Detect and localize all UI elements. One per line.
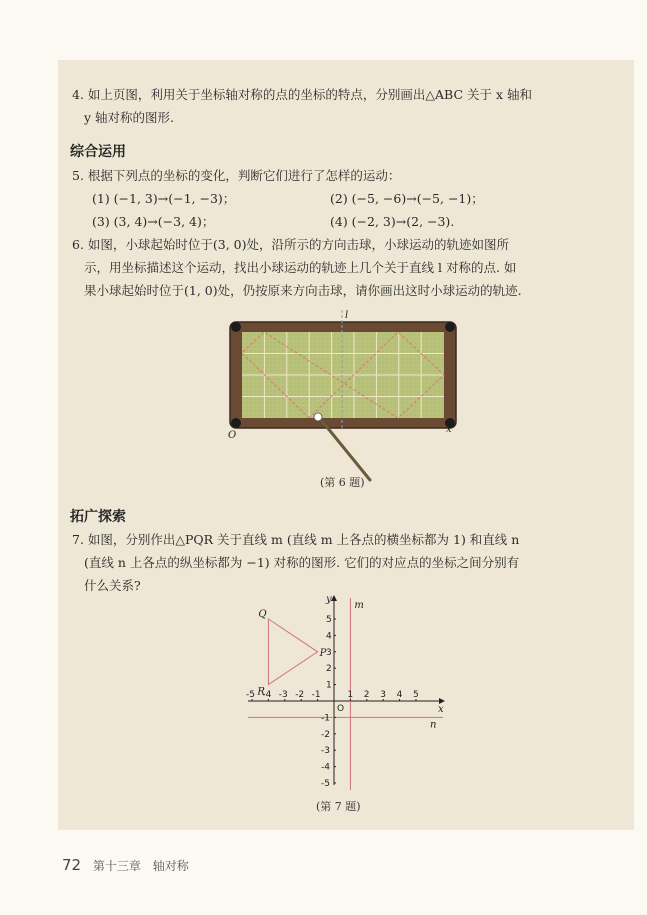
section-title-comprehensive: 综合运用 — [70, 144, 126, 160]
y-tick-label: 4 — [326, 631, 332, 642]
figure-7-caption: (第 7 题) — [316, 800, 361, 813]
figure-6-caption: (第 6 题) — [320, 476, 365, 489]
problem-7-line-1: 7. 如图，分别作出△PQR 关于直线 m (直线 m 上各点的横坐标都为 1) 和直线 n — [72, 532, 520, 547]
problem-6-line-1: 6. 如图，小球起始时位于(3, 0)处，沿所示的方向击球，小球运动的轨迹如图所 — [72, 237, 510, 252]
problem-5-item-3: (3) (3, 4)→(−3, 4)； — [92, 214, 215, 229]
problem-5-item-1: (1) (−1, 3)→(−1, −3)； — [92, 191, 236, 206]
y-tick-label: 3 — [326, 647, 332, 658]
line-n-label: n — [430, 719, 437, 731]
x-tick-label: -1 — [311, 690, 321, 700]
cue-stick — [322, 421, 370, 480]
vertex-r-label: R — [257, 686, 265, 698]
page-footer — [62, 856, 189, 874]
ball — [314, 413, 322, 421]
x-tick-label: -2 — [295, 690, 305, 700]
x-tick-label: 4 — [396, 690, 403, 700]
y-tick-label: -3 — [321, 746, 330, 757]
chapter-title: 轴对称 — [152, 859, 189, 873]
problem-7-line-2: (直线 n 上各点的纵坐标都为 −1) 对称的图形. 它们的对应点的坐标之间分别有 — [84, 555, 520, 570]
x-tick-label: 1 — [347, 690, 354, 700]
y-axis-label: y — [326, 594, 332, 605]
section-title-extension: 拓广探索 — [70, 509, 126, 525]
triangle-pqr — [268, 619, 317, 685]
chapter-number: 第十三章 — [92, 859, 141, 873]
x-axis-label: x — [438, 704, 444, 715]
x-tick-label: 3 — [380, 690, 386, 700]
origin-label: O — [337, 704, 345, 714]
problem-6-line-2: 示，用坐标描述这个运动，找出小球运动的轨迹上几个关于直线 l 对称的点. 如 — [84, 260, 517, 275]
problem-4-line-1: 4. 如上页图，利用关于坐标轴对称的点的坐标的特点，分别画出△ABC 关于 x 轴和 — [72, 87, 532, 102]
x-tick-label: 5 — [413, 690, 419, 700]
y-tick-label: 2 — [326, 664, 332, 675]
x-tick-label: -5 — [246, 690, 255, 700]
problem-4-line-2: y 轴对称的图形. — [84, 110, 175, 125]
y-tick-label: -1 — [321, 713, 330, 724]
vertex-p-label: P — [319, 647, 327, 659]
y-tick-label: -4 — [321, 762, 330, 773]
problem-7-graph — [240, 590, 460, 800]
problem-5-item-4: (4) (−2, 3)→(2, −3). — [330, 214, 455, 229]
y-tick-label: -5 — [321, 779, 330, 789]
problem-6-line-3: 果小球起始时位于(1, 0)处，仍按原来方向击球，请你画出这时小球运动的轨迹. — [84, 283, 522, 298]
y-axis-arrow — [331, 595, 337, 601]
y-tick-label: 1 — [326, 680, 332, 691]
origin-label: O — [228, 430, 237, 441]
problem-5-intro: 5. 根据下列点的坐标的变化，判断它们进行了怎样的运动： — [72, 168, 401, 183]
x-tick-label: -4 — [262, 690, 272, 700]
vertex-q-label: Q — [258, 609, 267, 620]
x-tick-label: -3 — [278, 690, 288, 700]
y-tick-label: 5 — [326, 615, 332, 625]
page-number: 72 — [62, 856, 82, 874]
x-axis-label: x — [446, 424, 452, 435]
problem-7-line-3: 什么关系? — [84, 578, 141, 593]
line-m-label: m — [354, 600, 364, 611]
billiard-figure — [226, 310, 466, 490]
problem-5-item-2: (2) (−5, −6)→(−5, −1)； — [330, 191, 484, 206]
line-l-label: l — [345, 310, 349, 321]
x-tick-label: 2 — [363, 690, 370, 700]
y-tick-label: -2 — [321, 729, 330, 740]
